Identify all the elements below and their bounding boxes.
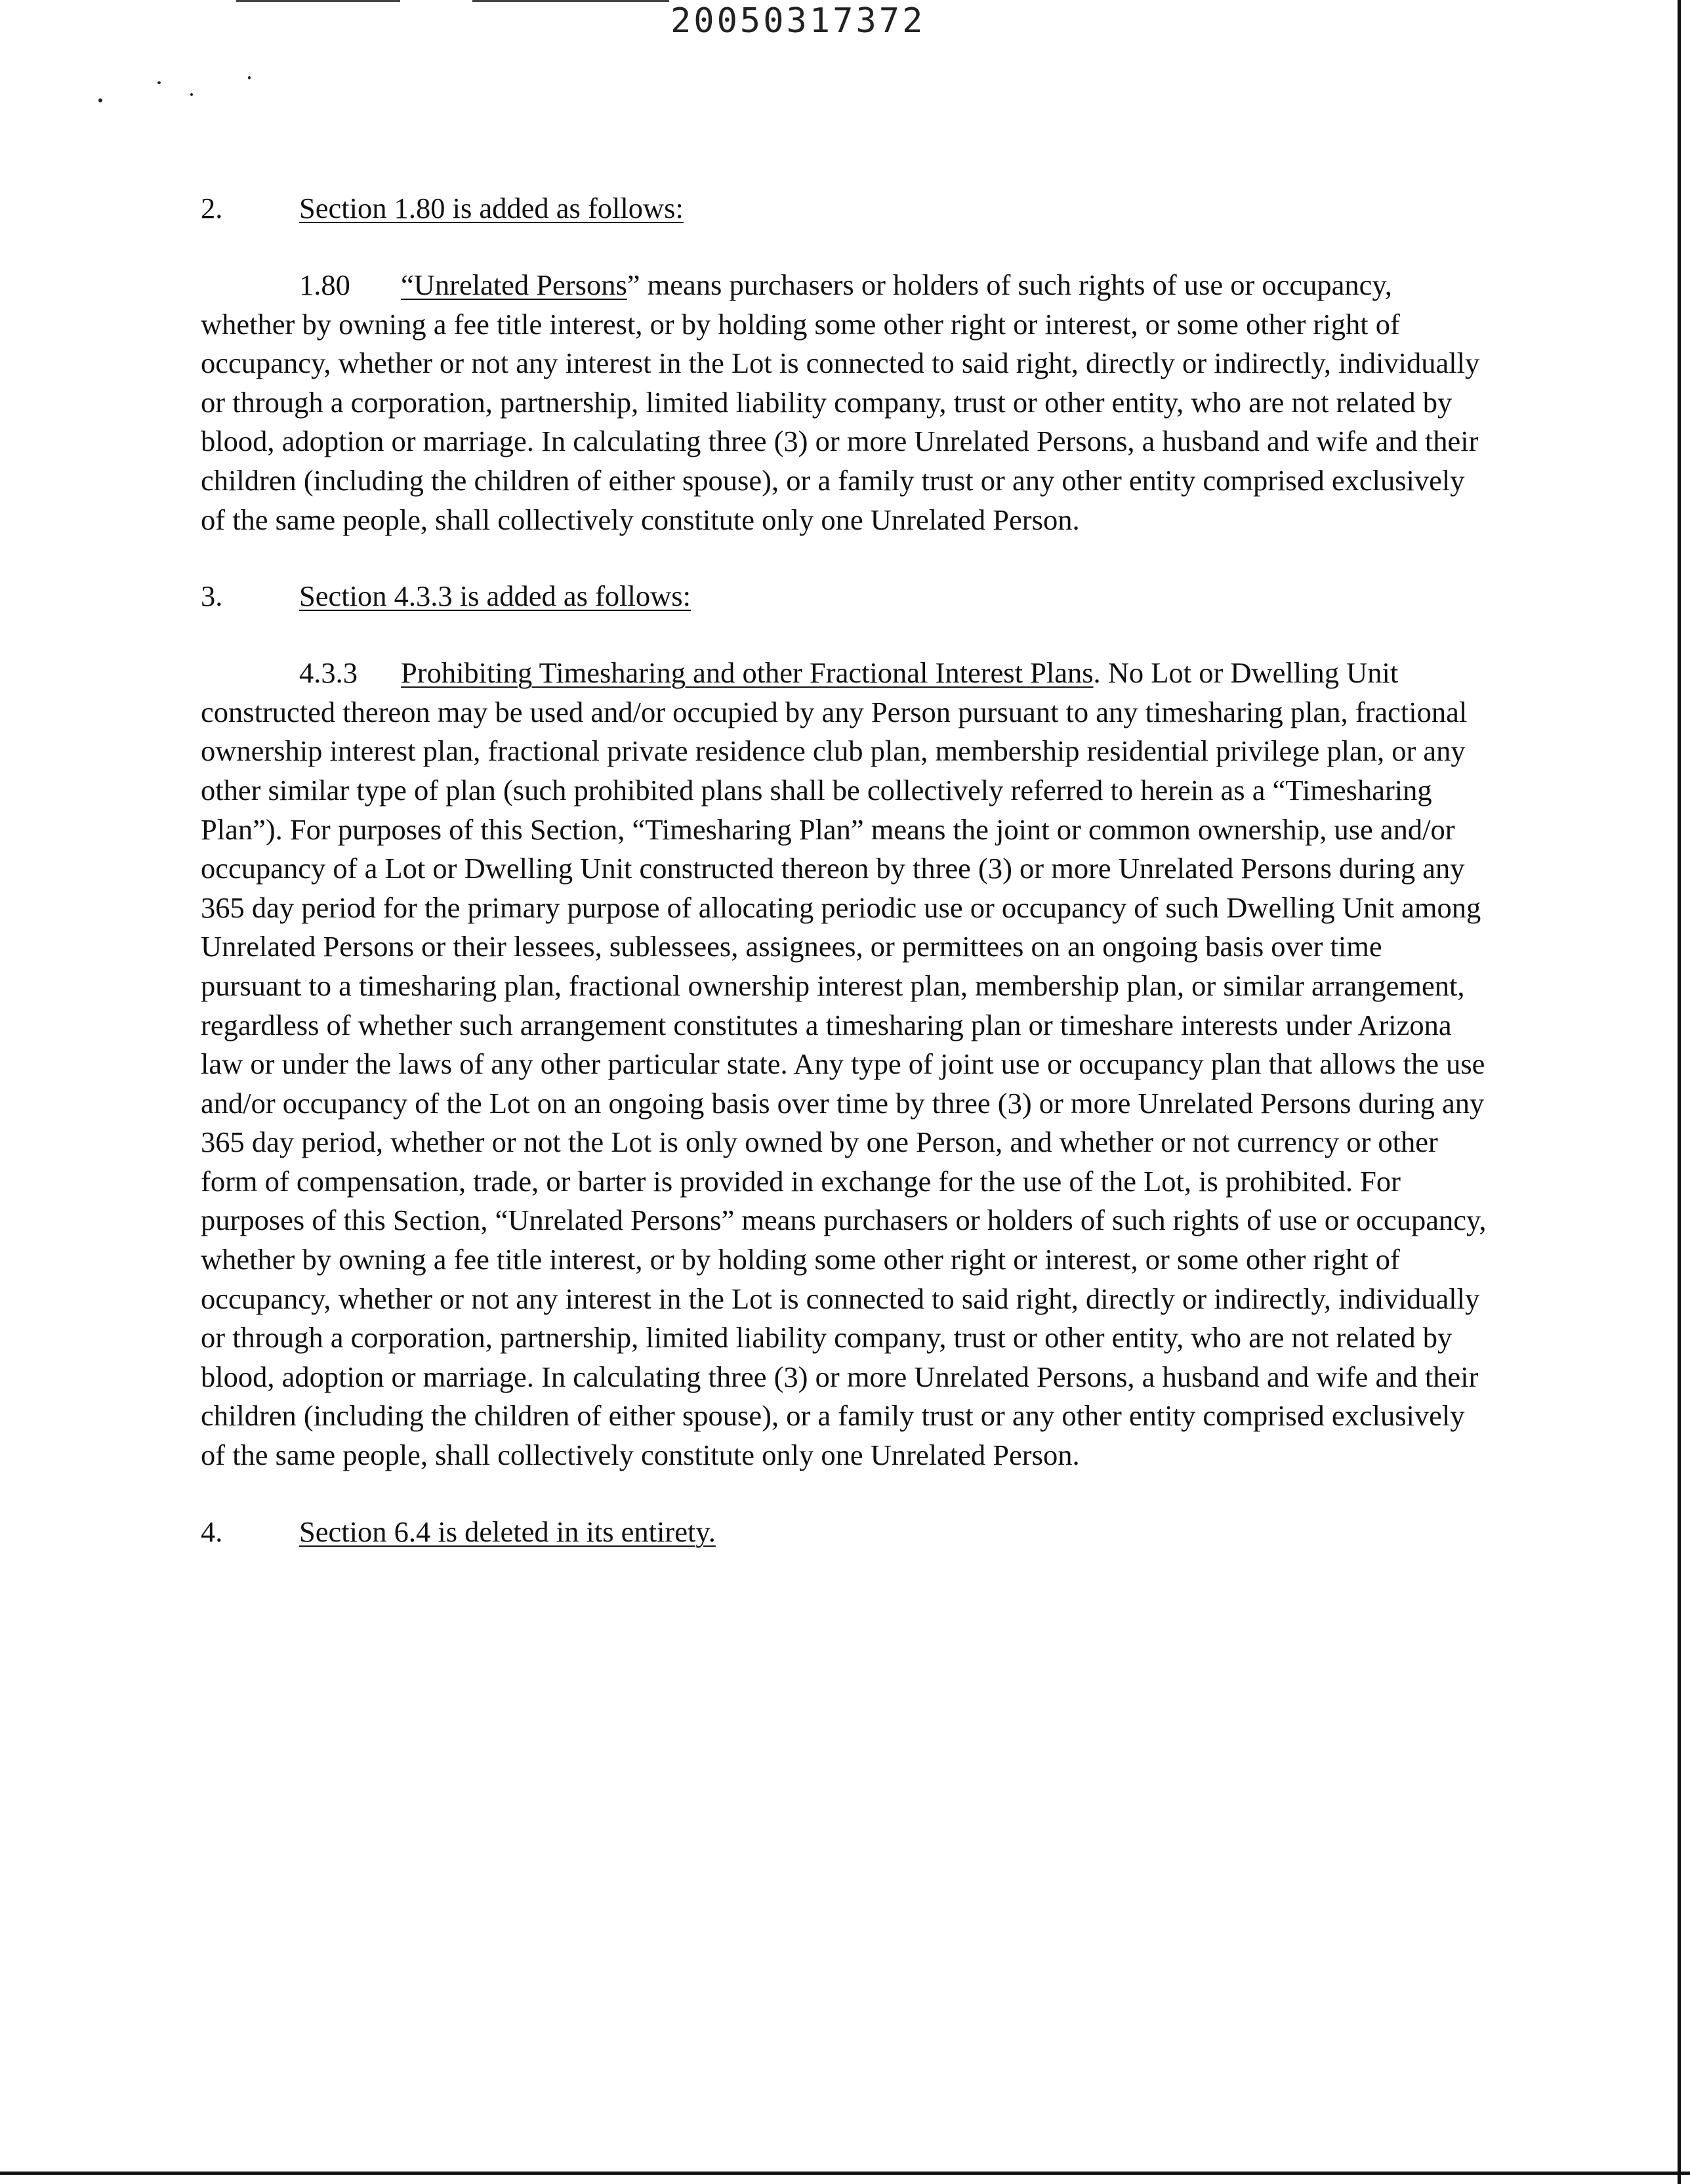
scan-artifact-line	[472, 0, 669, 2]
section-paragraph	[201, 654, 1487, 1475]
scan-border-right	[1678, 0, 1681, 2184]
paragraph-text: ” means purchasers or holders of such rights of use or occupancy, whether by owning a fee title interest, or by holding some other right or interest, or some other right of occupancy, whether or not any interest in the Lot is connected to said right, directly or indirectly, individually or through a corporation, partnership, limited liability company, trust or other entity, who are not related by blood, adoption or marriage. In calculating three (3) or more Unrelated Persons, a husband and wife and their children (including the children of either spouse), or a family trust or any other entity comprised exclusively of the same people, shall collectively constitute only one Unrelated Person.	[201, 268, 1480, 536]
section-heading	[201, 1513, 1487, 1552]
subsection-ref: 1.80	[299, 268, 350, 301]
defined-term: “Unrelated Persons	[401, 268, 627, 301]
section-title-punct: .	[708, 1515, 716, 1548]
section-paragraph	[201, 266, 1487, 539]
section-number: 4.	[201, 1515, 223, 1548]
recording-number: 20050317372	[670, 1, 926, 41]
section-number: 2.	[201, 192, 223, 224]
section-title	[299, 189, 684, 228]
section-title	[299, 1513, 716, 1552]
subsection-ref: 4.3.3	[299, 656, 358, 690]
scan-border-bottom	[0, 2172, 1690, 2175]
scan-speck	[248, 76, 251, 79]
section-title-punct: :	[682, 579, 691, 613]
document-body	[201, 189, 1487, 1589]
scan-artifact-line	[236, 0, 400, 2]
paragraph-text: . No Lot or Dwelling Unit constructed thereon may be used and/or occupied by any Person pursuant to any timesharing plan, fractional ownership interest plan, fractional private residence club plan, membership residential privilege plan, or any other similar type of plan (such prohibited plans shall be collectively referred to herein as a “Timesharing Plan”). For purposes of this Section, “Timesharing Plan” means the joint or common ownership, use and/or occupancy of a Lot or Dwelling Unit constructed thereon by three (3) or more Unrelated Persons during any 365 day period for the primary purpose of allocating periodic use or occupancy of such Dwelling Unit among Unrelated Persons or their lessees, sublessees, assignees, or permittees on an ongoing basis over time pursuant to a timesharing plan, fractional ownership interest plan, membership plan, or similar arrangement, regardless of whether such arrangement constitutes a timesharing plan or timeshare interests under Arizona law or under the laws of any other particular state. Any type of joint use or occupancy plan that allows the use and/or occupancy of the Lot on an ongoing basis over time by three (3) or more Unrelated Persons during any 365 day period, whether or not the Lot is only owned by one Person, and whether or not currency or other form of compensation, trade, or barter is provided in exchange for the use of the Lot, is prohibited. For purposes of this Section, “Unrelated Persons” means purchasers or holders of such rights of use or occupancy, whether by owning a fee title interest, or by holding some other right or interest, or some other right of occupancy, whether or not any interest in the Lot is connected to said right, directly or indirectly, individually or through a corporation, partnership, limited liability company, trust or other entity, who are not related by blood, adoption or marriage. In calculating three (3) or more Unrelated Persons, a husband and wife and their children (including the children of either spouse), or a family trust or any other entity comprised exclusively of the same people, shall collectively constitute only one Unrelated Person.	[201, 656, 1487, 1472]
scan-speck	[157, 81, 161, 84]
scan-speck	[98, 98, 102, 102]
section-heading	[201, 577, 1487, 616]
subsection-title: Prohibiting Timesharing and other Fractional Interest Plans	[401, 656, 1094, 690]
section-title-text: Section 4.3.3 is added as follows	[299, 579, 683, 613]
section-title-text: Section 6.4 is deleted in its entirety	[299, 1515, 709, 1548]
scan-speck	[190, 93, 193, 96]
section-title-punct: :	[675, 192, 684, 224]
section-title-text: Section 1.80 is added as follows	[299, 192, 676, 224]
section-number: 3.	[201, 579, 223, 613]
section-title	[299, 577, 691, 616]
section-heading	[201, 189, 1487, 228]
